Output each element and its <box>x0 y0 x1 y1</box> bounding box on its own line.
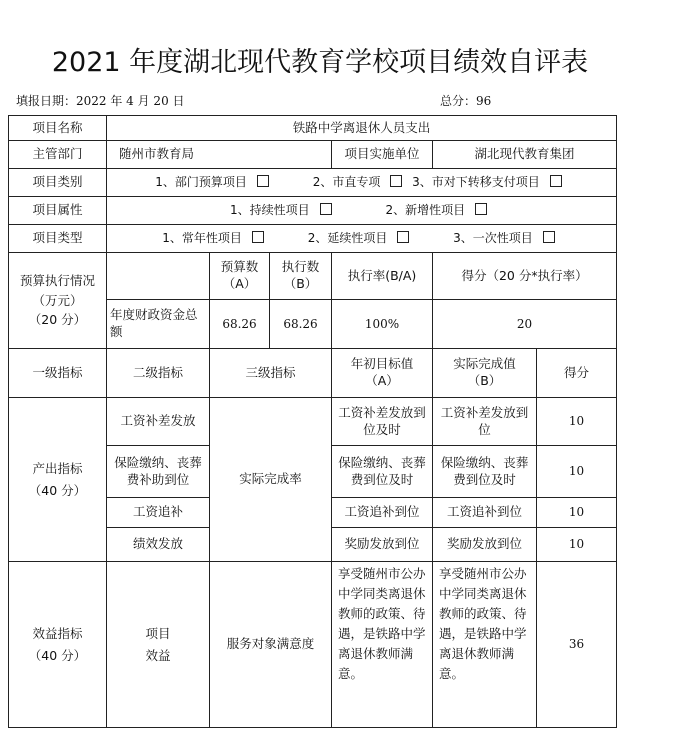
impl-value: 湖北现代教育集团 <box>433 141 617 169</box>
type-option-3[interactable] <box>453 230 561 246</box>
type-option-label: 2、延续性项目 <box>307 231 388 246</box>
output-label-title: 产出指标 <box>32 461 83 477</box>
checkbox-icon[interactable] <box>543 231 555 243</box>
outcome-row <box>9 562 617 728</box>
outcome-level3: 服务对象满意度 <box>210 562 332 728</box>
category-option-label: 1、部门预算项目 <box>155 175 247 190</box>
budget-col-score: 得分（20 分*执行率） <box>433 253 617 300</box>
budget-row-label: 年度财政资金总额 <box>107 300 210 349</box>
attribute-label: 项目属性 <box>9 197 107 225</box>
attribute-option-1[interactable] <box>230 202 338 218</box>
target-header <box>332 349 433 398</box>
output-target: 保险缴纳、丧葬费到位及时 <box>332 446 433 498</box>
output-level2: 工资补差发放 <box>107 398 210 446</box>
category-option-3[interactable] <box>412 174 568 190</box>
row-project-name <box>9 116 617 141</box>
type-option-2[interactable] <box>308 230 416 246</box>
target-header-sub: （A） <box>365 373 399 388</box>
budget-col-exec-sub: （B） <box>283 276 318 291</box>
type-option-1[interactable] <box>162 230 270 246</box>
category-label: 项目类别 <box>9 169 107 197</box>
category-option-label: 2、市直专项 <box>312 175 381 190</box>
evaluation-table <box>8 115 617 728</box>
attribute-option-label: 2、新增性项目 <box>385 203 466 218</box>
output-target: 工资补差发放到位及时 <box>332 398 433 446</box>
actual-header-sub: （B） <box>467 373 502 388</box>
budget-col-rate: 执行率(B/A) <box>332 253 433 300</box>
exec-value: 68.26 <box>270 300 332 349</box>
output-actual: 奖励发放到位 <box>433 528 537 562</box>
total-score: 总分：96 <box>440 94 492 108</box>
output-target: 工资追补到位 <box>332 498 433 528</box>
type-option-label: 3、一次性项目 <box>453 231 533 246</box>
type-option-label: 1、常年性项目 <box>162 231 242 246</box>
output-score: 10 <box>537 528 617 562</box>
outcome-level2 <box>107 562 210 728</box>
checkbox-icon[interactable] <box>397 231 409 243</box>
budget-col-exec <box>270 253 332 300</box>
attribute-option-2[interactable] <box>385 202 493 218</box>
budget-col-budget <box>210 253 270 300</box>
category-option-1[interactable] <box>155 174 275 190</box>
checkbox-icon[interactable] <box>390 175 402 187</box>
outcome-score: 36 <box>537 562 617 728</box>
rate-value: 100% <box>332 300 433 349</box>
row-category <box>9 169 617 197</box>
output-row-1 <box>9 398 617 446</box>
output-actual: 工资补差发放到位 <box>433 398 537 446</box>
attribute-option-label: 1、持续性项目 <box>229 203 310 218</box>
checkbox-icon[interactable] <box>475 203 487 215</box>
level2-header: 二级指标 <box>107 349 210 398</box>
budget-col-exec-title: 执行数 <box>281 259 320 275</box>
dept-value: 随州市教育局 <box>107 141 332 169</box>
checkbox-icon[interactable] <box>252 231 264 243</box>
budget-header-blank <box>107 253 210 300</box>
project-name-value: 铁路中学离退休人员支出 <box>107 116 617 141</box>
outcome-level2-line1: 项目 <box>145 626 171 642</box>
type-options <box>107 225 617 253</box>
target-header-title: 年初目标值 <box>350 356 414 372</box>
output-level3: 实际完成率 <box>210 398 332 562</box>
dept-label: 主管部门 <box>9 141 107 169</box>
outcome-target: 享受随州市公办中学同类离退休教师的政策、待遇，是铁路中学离退休教师满意。 <box>332 562 433 728</box>
row-attribute <box>9 197 617 225</box>
category-options <box>107 169 617 197</box>
level3-header: 三级指标 <box>210 349 332 398</box>
score-header: 得分 <box>537 349 617 398</box>
project-name-label: 项目名称 <box>9 116 107 141</box>
checkbox-icon[interactable] <box>550 175 562 187</box>
budget-label <box>9 253 107 349</box>
outcome-level2-line2: 效益 <box>145 647 171 663</box>
budget-value: 68.26 <box>210 300 270 349</box>
output-level2: 保险缴纳、丧葬费补助到位 <box>107 446 210 498</box>
page-title: 2021 年度湖北现代教育学校项目绩效自评表 <box>51 47 589 78</box>
type-label: 项目类型 <box>9 225 107 253</box>
level1-header: 一级指标 <box>9 349 107 398</box>
category-option-2[interactable] <box>313 174 409 190</box>
category-option-label: 3、市对下转移支付项目 <box>412 175 540 190</box>
outcome-label-points: （40 分） <box>28 647 87 663</box>
budget-label-line3: （20 分） <box>28 312 87 328</box>
output-score: 10 <box>537 446 617 498</box>
budget-col-budget-title: 预算数 <box>220 259 259 275</box>
outcome-label-title: 效益指标 <box>32 626 83 642</box>
output-score: 10 <box>537 498 617 528</box>
checkbox-icon[interactable] <box>320 203 332 215</box>
outcome-actual: 享受随州市公办中学同类离退休教师的政策、待遇，是铁路中学离退休教师满意。 <box>433 562 537 728</box>
output-level2: 绩效发放 <box>107 528 210 562</box>
budget-label-line1: 预算执行情况 <box>19 273 95 289</box>
budget-label-line2: （万元） <box>32 292 83 308</box>
impl-label: 项目实施单位 <box>332 141 433 169</box>
actual-header-title: 实际完成值 <box>453 356 516 372</box>
outcome-label <box>9 562 107 728</box>
row-indicator-header <box>9 349 617 398</box>
output-score: 10 <box>537 398 617 446</box>
budget-col-budget-sub: （A） <box>222 276 257 291</box>
row-budget-header <box>9 253 617 300</box>
output-label <box>9 398 107 562</box>
output-level2: 工资追补 <box>107 498 210 528</box>
actual-header <box>433 349 537 398</box>
output-actual: 工资追补到位 <box>433 498 537 528</box>
attribute-options <box>107 197 617 225</box>
score-value: 20 <box>433 300 617 349</box>
row-department <box>9 141 617 169</box>
output-actual: 保险缴纳、丧葬费到位及时 <box>433 446 537 498</box>
checkbox-icon[interactable] <box>257 175 269 187</box>
row-type <box>9 225 617 253</box>
output-target: 奖励发放到位 <box>332 528 433 562</box>
fill-date: 填报日期：2022 年 4 月 20 日 <box>16 94 185 108</box>
output-label-points: （40 分） <box>28 482 87 498</box>
